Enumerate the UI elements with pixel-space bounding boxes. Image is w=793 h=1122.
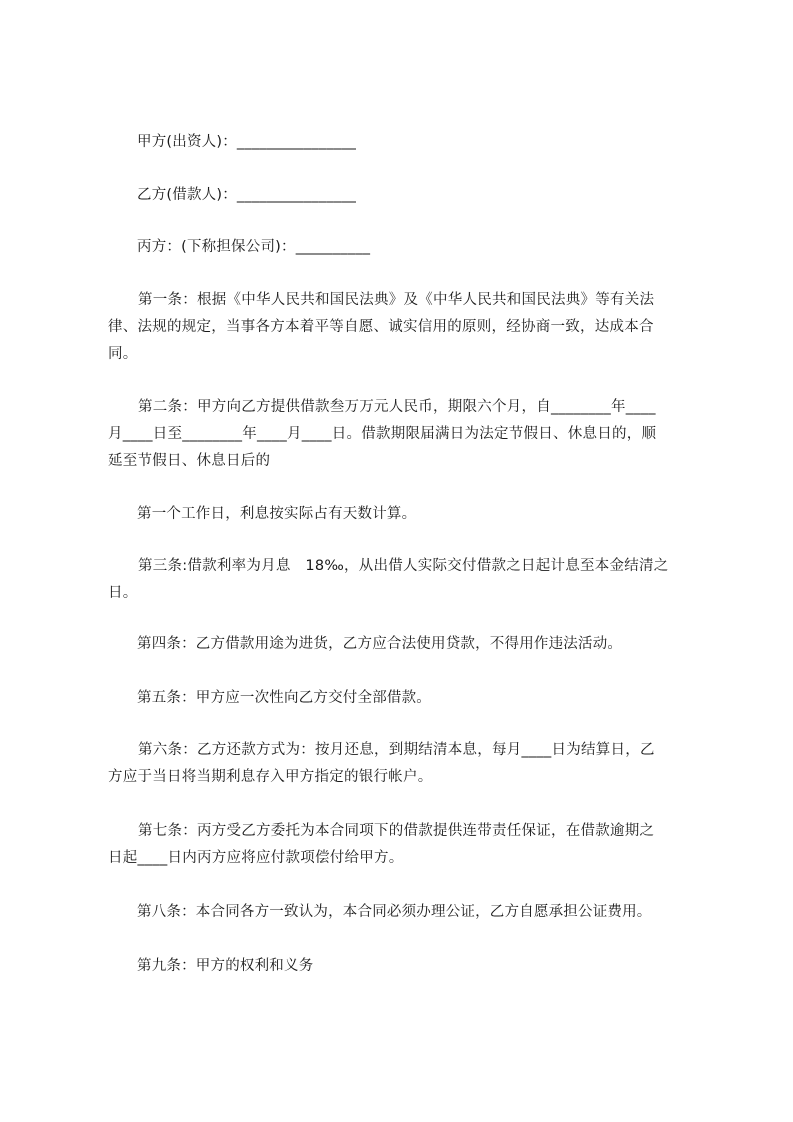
article-2-line-3: 延至节假日、休息日后的 bbox=[108, 453, 271, 469]
article-6 bbox=[108, 737, 702, 791]
party-a-field: 甲方(出资人)：________________ bbox=[137, 134, 357, 150]
party-c-field: 丙方：(下称担保公司)：__________ bbox=[137, 239, 371, 255]
article-6-line-2: 方应于当日将当期利息存入甲方指定的银行帐户。 bbox=[108, 769, 433, 785]
article-2-continuation: 第一个工作日，利息按实际占有天数计算。 bbox=[137, 506, 417, 522]
article-3 bbox=[108, 553, 702, 607]
article-2 bbox=[108, 394, 702, 475]
article-4: 第四条：乙方借款用途为进货，乙方应合法使用贷款，不得用作违法活动。 bbox=[137, 636, 623, 652]
article-3-line-2: 日。 bbox=[108, 585, 138, 601]
article-7-line-2: 日起____日内丙方应将应付款项偿付给甲方。 bbox=[108, 850, 404, 866]
article-9: 第九条：甲方的权利和义务 bbox=[137, 958, 314, 974]
article-6-line-1: 第六条：乙方还款方式为：按月还息，到期结清本息，每月____日为结算日，乙 bbox=[138, 742, 655, 758]
article-1 bbox=[108, 287, 702, 368]
party-b-field: 乙方(借款人)：________________ bbox=[137, 187, 357, 203]
article-1-line-3: 同。 bbox=[108, 346, 138, 362]
article-5: 第五条：甲方应一次性向乙方交付全部借款。 bbox=[137, 690, 431, 706]
article-1-line-1: 第一条：根据《中华人民共和国民法典》及《中华人民共和国民法典》等有关法 bbox=[138, 292, 655, 308]
article-8: 第八条：本合同各方一致认为，本合同必须办理公证，乙方自愿承担公证费用。 bbox=[137, 904, 652, 920]
article-2-line-1: 第二条：甲方向乙方提供借款叁万万元人民币，期限六个月，自________年____ bbox=[138, 399, 656, 415]
article-2-line-2: 月____日至________年____月____日。借款期限届满日为法定节假日、休息日的，顺 bbox=[108, 426, 657, 442]
article-7 bbox=[108, 818, 702, 872]
article-1-line-2: 律、法规的规定，当事各方本着平等自愿、诚实信用的原则，经协商一致，达成本合 bbox=[108, 319, 654, 335]
article-3-line-1: 第三条:借款利率为月息 18‰，从出借人实际交付借款之日起计息至本金结清之 bbox=[138, 558, 669, 574]
article-7-line-1: 第七条：丙方受乙方委托为本合同项下的借款提供连带责任保证，在借款逾期之 bbox=[138, 823, 655, 839]
